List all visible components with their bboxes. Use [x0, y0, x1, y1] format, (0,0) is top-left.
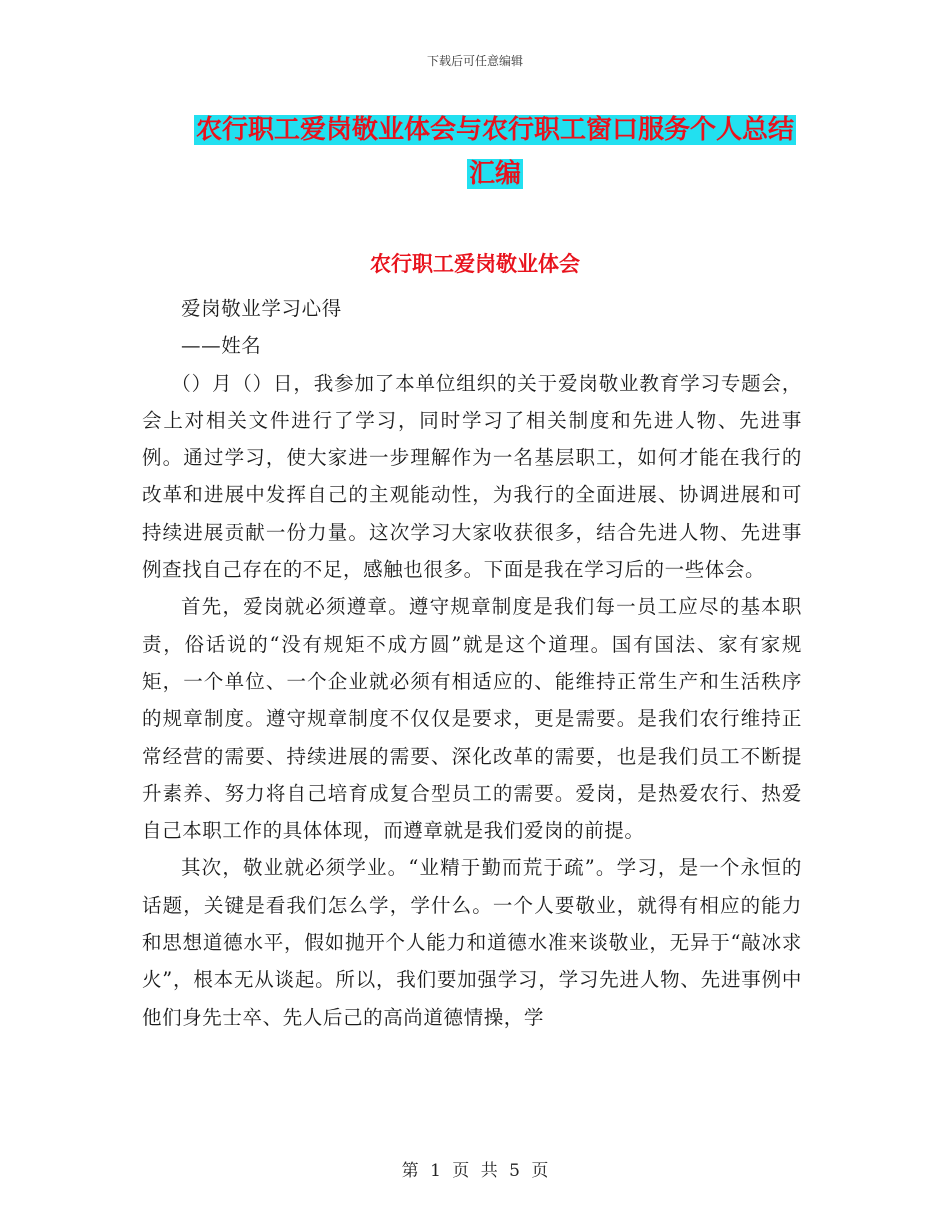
section-title: 农行职工爱岗敬业体会	[370, 252, 580, 276]
body-paragraph-2: 首先，爱岗就必须遵章。遵守规章制度是我们每一员工应尽的基本职责，俗话说的“没有规矩不成方圆”就是这个道理。国有国法、家有家规矩，一个单位、一个企业就必须有相适应的、能维持正常生产和生活秩序的规章制度。遵守规章制度不仅仅是要求，更是需要。是我们农行维持正常经营的需要、持续进展的需要、深化改革的需要，也是我们员工不断提升素养、努力将自己培育成复合型员工的需要。爱岗，是热爱农行、热爱自己本职工作的具体体现，而遵章就是我们爱岗的前提。	[142, 595, 802, 843]
body-paragraph-1: （）月（）日，我参加了本单位组织的关于爱岗敬业教育学习专题会，会上对相关文件进行了学习，同时学习了相关制度和先进人物、先进事例。通过学习，使大家进一步理解作为一名基层职工，如何才能在我行的改革和进展中发挥自己的主观能动性，为我行的全面进展、协调进展和可持续进展贡献一份力量。这次学习大家收获很多，结合先进人物、先进事例查找自己存在的不足，感触也很多。下面是我在学习后的一些体会。	[142, 371, 802, 582]
body-paragraph-3: 其次，敬业就必须学业。“业精于勤而荒于疏”。学习，是一个永恒的话题，关键是看我们怎么学，学什么。一个人要敬业，就得有相应的能力和思想道德水平，假如抛开个人能力和道德水准来谈敬业，无异于“敲冰求火”，根本无从谈起。所以，我们要加强学习，学习先进人物、先进事例中他们身先士卒、先人后己的高尚道德情操，学	[142, 856, 802, 1029]
page-header-note: 下载后可任意编辑	[426, 54, 523, 68]
document-title	[150, 108, 840, 196]
document-title-line-1: 农行职工爱岗敬业体会与农行职工窗口服务个人总结	[195, 115, 794, 145]
subtitle: 爱岗敬业学习心得	[181, 297, 342, 320]
document-body	[142, 290, 802, 1036]
page-footer: 第 1 页 共 5 页	[401, 1161, 549, 1181]
document-title-line-2: 汇编	[468, 159, 521, 189]
author-line: ——姓名	[181, 334, 262, 358]
